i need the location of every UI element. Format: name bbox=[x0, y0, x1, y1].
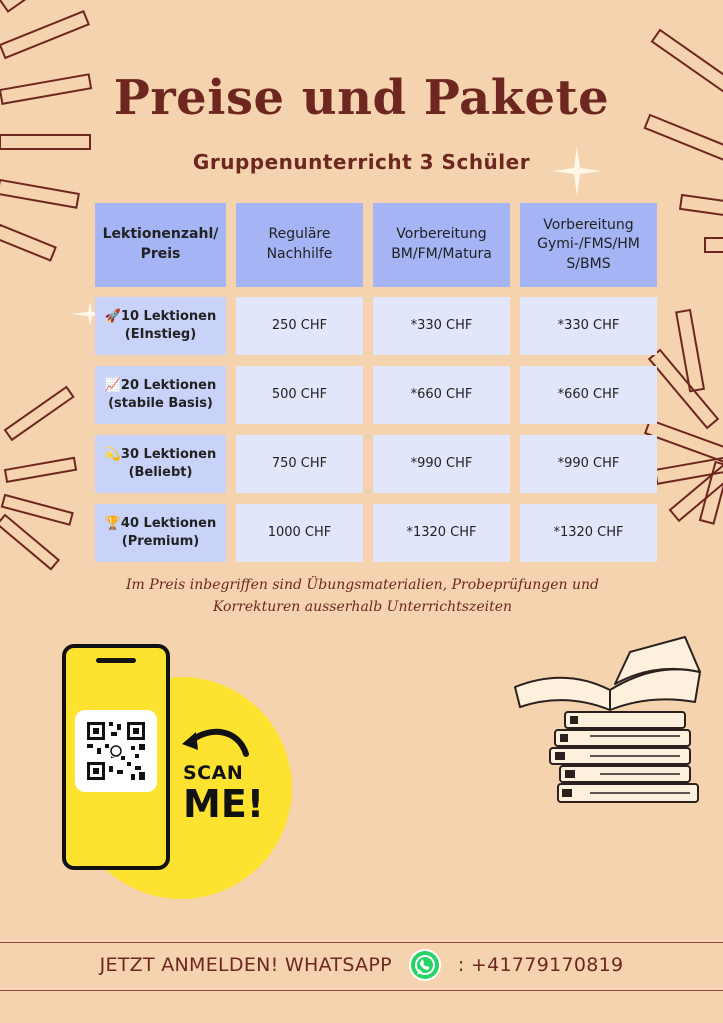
table-cell: *990 CHF bbox=[373, 435, 510, 493]
table-header-cell: Vorbereitung BM/FM/Matura bbox=[373, 203, 510, 287]
table-cell: *660 CHF bbox=[520, 366, 657, 424]
curved-arrow-icon bbox=[178, 722, 250, 762]
footer-divider bbox=[0, 942, 723, 943]
table-cell: *1320 CHF bbox=[520, 504, 657, 562]
footer-phone-number[interactable]: : +41779170819 bbox=[457, 954, 624, 976]
price-note: Im Preis inbegriffen sind Übungsmaterialien, Probeprüfungen und Korrekturen ausserhalb Unterrichtszeiten bbox=[126, 577, 599, 615]
page-title: Preise und Pakete bbox=[113, 70, 610, 126]
table-cell: 250 CHF bbox=[236, 297, 363, 355]
row-label-30-lessons: 💫30 Lektionen (Beliebt) bbox=[95, 435, 226, 493]
scan-text: SCAN bbox=[183, 762, 244, 784]
whatsapp-icon[interactable] bbox=[408, 948, 442, 982]
phone-illustration bbox=[62, 644, 170, 870]
scan-me-label bbox=[183, 762, 265, 826]
table-header-cell: Reguläre Nachhilfe bbox=[236, 203, 363, 287]
me-text: ME! bbox=[183, 782, 265, 826]
table-cell: *660 CHF bbox=[373, 366, 510, 424]
table-cell: 1000 CHF bbox=[236, 504, 363, 562]
table-cell: *990 CHF bbox=[520, 435, 657, 493]
row-label-20-lessons: 📈20 Lektionen (stabile Basis) bbox=[95, 366, 226, 424]
table-cell: 750 CHF bbox=[236, 435, 363, 493]
table-header-cell: Vorbereitung Gymi-/FMS/HM S/BMS bbox=[520, 203, 657, 287]
books-stack-icon bbox=[510, 632, 710, 812]
table-header-cell: Lektionenzahl/ Preis bbox=[95, 203, 226, 287]
table-cell: 500 CHF bbox=[236, 366, 363, 424]
footer-contact bbox=[0, 950, 723, 980]
row-label-40-lessons: 🏆40 Lektionen (Premium) bbox=[95, 504, 226, 562]
page-subtitle: Gruppenunterricht 3 Schüler bbox=[192, 150, 531, 174]
footer-cta-text: JETZT ANMELDEN! WHATSAPP bbox=[99, 954, 392, 976]
qr-code-icon[interactable] bbox=[75, 710, 157, 792]
table-cell: *330 CHF bbox=[373, 297, 510, 355]
table-cell: *1320 CHF bbox=[373, 504, 510, 562]
phone-speaker bbox=[96, 658, 136, 663]
footer-divider bbox=[0, 990, 723, 991]
table-cell: *330 CHF bbox=[520, 297, 657, 355]
row-label-10-lessons: 🚀10 Lektionen (EInstieg) bbox=[95, 297, 226, 355]
